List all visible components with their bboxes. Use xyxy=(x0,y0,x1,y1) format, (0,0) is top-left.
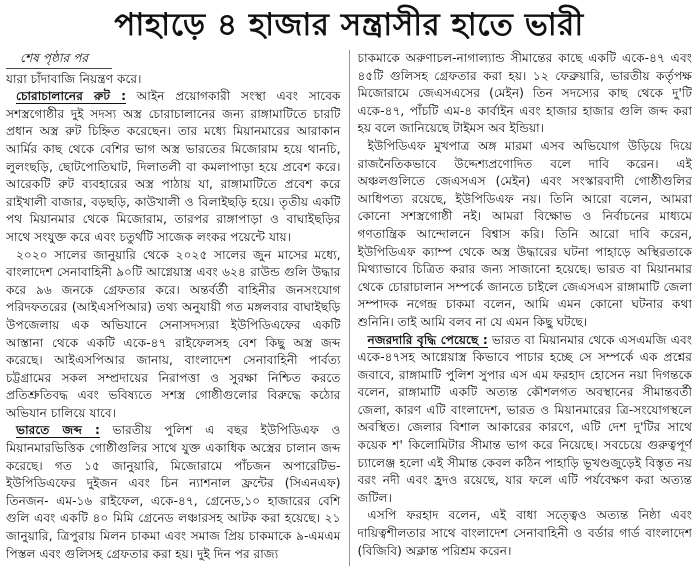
paragraph-text: ২০২০ সালের জানুয়ারি থেকে ২০২৫ সালের জুন মাসের মধ্যে, বাংলাদেশ সেনাবাহিনী ৯০টি আগ্নেয়াস্ত্র এবং ৬২৪ রাউন্ড গুলি উদ্ধার করে ৯৬ জনকে গ্রেফতার করে। অন্তর্বর্তী বাহিনীর জনসংযোগ পরিদফতরের (আইএসপিআর) তথ্য অনুযায়ী গত মঙ্গলবার বাঘাইছড়ি উপজেলায় এক অভিযানে সেনাসদস্যরা ইউপিডিএফের একটি আস্তানা থেকে একটি একে-৪৭ রাইফেলসহ বেশ কিছু অস্ত্র জব্দ করেছে। আইএসপিআর জানায়, বাংলাদেশ সেনাবাহিনী পার্বত্য চট্টগ্রামের সকল সম্প্রদায়ের নিরাপত্তা ও সুরক্ষা নিশ্চিত করতে প্রতিশ্রুতিবদ্ধ এবং ভবিষ্যতে সশস্ত্র গোষ্ঠীগুলোর বিরুদ্ধে কঠোর অভিযান চালিয়ে যাবে। xyxy=(6,247,341,420)
paragraph-text: এসপি ফরহাদ বলেন, এই বাধা সত্ত্বেও অত্যন্ত নিষ্ঠা এবং দায়িত্বশীলতার সাথে বাংলাদেশ সেনাবাহিনী ও বর্ডার গার্ড বাংলাদেশ (বিজিবি) অক্লান্ত পরিশ্রম করেন। xyxy=(357,508,692,558)
left-column xyxy=(6,50,341,566)
paragraph xyxy=(358,507,693,560)
paragraph xyxy=(6,88,341,246)
subheading-surveillance-increased: নজরদারি বৃদ্ধি পেয়েছে : xyxy=(367,332,488,347)
paragraph xyxy=(358,332,693,508)
paragraph xyxy=(6,422,341,563)
article-body xyxy=(6,50,692,566)
paragraph-text: আইন প্রয়োগকারী সংস্থা এবং সাবেক সশস্ত্রগোষ্ঠীর দুই সদস্য অস্ত্র চোরাচালানের জন্য রাঙ্গামাটিতে চারটি প্রধান অস্ত্র রুট চিহ্নিত করেছেন। তার মধ্যে মিয়ানমারের আরাকান আর্মির কাছ থেকে বেশির ভাগ অস্ত্র ভারতের মিজোরাম হয়ে থানচি, লুলংছড়ি, ছোটপোতিঘাট, দিলাতলী বা কমলাপাড়া হয়ে প্রবেশ করে। আরেকটি রুট ব্যবহারের অস্ত্র পাঠায় যা, রাঙ্গামাটিতে প্রবেশ করে রাইখালী বাজার, বড়ছড়ি, কাউখালী ও বিলাইছড়ি হয়ে। তৃতীয় একটি পথ মিয়ানমার থেকে মিজোরাম, তারপর রাঙ্গাপাড়া ও বাঘাইছড়ির সাথে সংযুক্ত করে এবং চতুর্থটি সাজেক লংকর পয়েন্টে যায়। xyxy=(6,89,341,244)
subheading-smuggling-route: চোরাচালানের রুট : xyxy=(16,89,126,104)
paragraph-text: চাকমাকে অরুণাচল-নাগাল্যান্ড সীমান্তের কাছে একটি একে-৪৭ এবং ৪৫টি গুলিসহ গ্রেফতার করা হয়। ১২ ফেব্রুয়ারি, ভারতীয় কর্তৃপক্ষ মিজোরামে জেএসএসের (মেইন) তিন সদস্যের কাছ থেকে দু'টি একে-৪৭, পাঁচটি এম-৪ কার্বাইন এবং হাজার হাজার গুলি জব্দ করা হয় বলে জানিয়েছে টাইমস অব ইন্ডিয়া। xyxy=(357,51,692,136)
right-column xyxy=(358,50,693,566)
column-divider xyxy=(349,50,350,566)
paragraph-text: ভারতীয় পুলিশ এ বছর ইউপিডিএফ ও মিয়ানমারভিত্তিক গোষ্ঠীগুলির সাথে যুক্ত একাধিক অস্ত্রের চালান জব্দ করেছে। গত ১৫ জানুয়ারি, মিজোরামে পাঁচজন অপারেটিভ-ইউপিডিএফের দুইজন এবং চিন ন্যাশনাল ফ্রন্টের (সিএনএফ) তিনজন- এম-১৬ রাইফেল, একে-৪৭, গ্রেনেড,১০ হাজারের বেশি গুলি এবং একটি ৪০ মিমি গ্রেনেড লঞ্চারসহ আটক করা হয়েছে। ২১ জানুয়ারি, ত্রিপুরায় মিলন চাকমা এবং সমাজ প্রিয় চাকমাকে ৯-এমএম পিস্তল এবং গুলিসহ গ্রেফতার করা হয়। দুই দিন পর রাজ্য xyxy=(6,423,341,561)
paragraph-text: ইউপিডিএফ মুখপাত্র অঙ্গ মারমা এসব অভিযোগ উড়িয়ে দিয়ে রাজনৈতিকভাবে উদ্দেশ্যপ্রণোদিত বলে দাবি করেন। এই অঞ্চলগুলিতে জেএসএস (মেইন) এবং সংস্কারবাদী গোষ্ঠীগুলির আধিপত্য রয়েছে, ইউপিডিএফ নয়। তিনি আরো বলেন, আমরা কোনো সশস্ত্রগোষ্ঠী নই। আমরা বিক্ষোভ ও নির্বাচনের মাধ্যমে গণতান্ত্রিক আন্দোলনে বিশ্বাস করি। তিনি আরো দাবি করেন, ইউপিডিএফ ক্যাম্প থেকে অস্ত্র উদ্ধারের ঘটনা পাহাড়ে অস্থিরতাকে মিথ্যাভাবে চিত্রিত করার জন্য সাজানো হয়েছে। ভারত বা মিয়ানমার থেকে চোরাচালান সম্পর্কে জানতে চাইলে জেএসএস রাঙ্গামাটি জেলা সম্পাদক নগেন্দ্র চাকমা বলেন, আমি এমন কোনো ঘটনার কথা শুনিনি। তাই আমি বলব না যে এমন কিছু ঘটছে। xyxy=(357,138,692,329)
subheading-seized-in-india: ভারতে জব্দ : xyxy=(16,423,100,438)
paragraph xyxy=(358,50,693,138)
paragraph xyxy=(6,247,341,423)
paragraph-text: ভারত বা মিয়ানমার থেকে এসএমজি এবং একে-৪৭সহ আগ্নেয়াস্ত্র কিভাবে পাচার হচ্ছে সে সম্পর্কে এক প্রশ্নের জবাবে, রাঙ্গামাটি পুলিশ সুপার এস এম ফরহাদ হোসেন নয়া দিগন্তকে বলেন, রাঙ্গামাটি একটি অত্যন্ত কৌশলগত অবস্থানের সীমান্তবর্তী জেলা, কারণ এটি বাংলাদেশ, ভারত ও মিয়ানমারের ত্রি-সংযোগস্থলে অবস্থিত। জেলার বিশাল আকারের কারণে, এটি দেশ দু'টির সাথে কয়েক শ' কিলোমিটার সীমান্ত ভাগ করে নিয়েছে। সবচেয়ে গুরুত্বপূর্ণ চ্যালেঞ্জ হলো এই সীমান্ত কেবল কঠিন পাহাড়ি ভূখণ্ডজুড়েই বিস্তৃত নয় বরং নদী এবং হ্রদও রয়েছে, যার ফলে এটি পর্যবেক্ষণ করা অত্যন্ত জটিল। xyxy=(357,332,692,505)
headline: পাহাড়ে ৪ হাজার সন্ত্রাসীর হাতে ভারী xyxy=(114,7,584,43)
paragraph xyxy=(358,138,693,332)
continued-from-label: শেষ পৃষ্ঠার পর xyxy=(6,50,112,69)
paragraph xyxy=(6,71,341,89)
paragraph-text: যারা চাঁদাবাজি নিয়ন্ত্রণ করে। xyxy=(6,71,142,86)
